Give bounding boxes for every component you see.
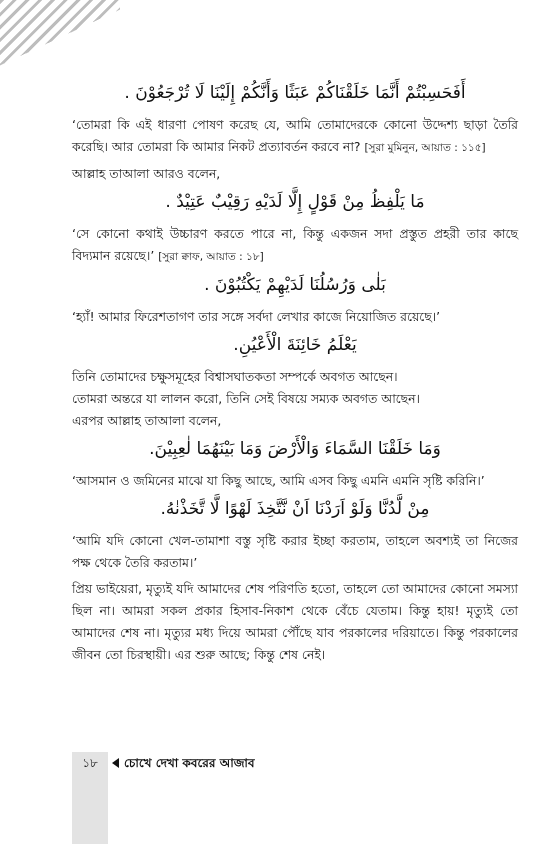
arabic-verse-3: بَلٰى وَرُسُلُنَا لَدَيْهِمْ يَكْتُبُوْنَ . xyxy=(204,275,386,295)
paragraph-translation-1 xyxy=(72,114,518,159)
triangle-left-icon xyxy=(112,758,119,768)
arabic-verse-6: مِنْ لَّدُنَّا وَلَوْ اَرَدْنَا اَنْ نَّتَّخِذَ لَهْوًا لَّا تَّخَذْنٰهُ. xyxy=(160,499,430,519)
reference-qaf: [সুরা ক্বাফ, আয়াত : ১৮] xyxy=(158,251,264,263)
paragraph-line-5b: তোমরা অন্তরে যা লালন করো, তিনি সেই বিষয়ে সম্যক অবগত আছেন। xyxy=(72,391,420,406)
translation-text-1: ‘তোমরা কি এই ধারণা পোষণ করেছ যে, আমি তোমাদেরকে কোনো উদ্দেশ্য ছাড়া তৈরি করেছি। আর তোমরা কি আমার নিকট প্রত্যাবর্তন করবে না? xyxy=(72,117,518,154)
paragraph-line-5a: তিনি তোমাদের চক্ষুসমূহের বিশ্বাসঘাতকতা সম্পর্কে অবগত আছেন। xyxy=(72,369,398,384)
paragraph-translation-5: ‘আসমান ও জমিনের মাঝে যা কিছু আছে, আমি এসব কিছু এমনি এমনি সৃষ্টি করিনি।’ xyxy=(72,473,485,488)
arabic-verse-5: وَمَا خَلَقْنَا السَّمَاءَ وَالْأَرْضَ وَمَا بَيْنَهُمَا لٰعِبِيْنَ. xyxy=(149,439,441,459)
paragraph-translation-6: ‘আমি যদি কোনো খেল-তামাশা বস্তু সৃষ্টি করার ইচ্ছা করতাম, তাহলে অবশ্যই তা নিজের পক্ষ থেকে তৈরি করতাম।’ xyxy=(72,533,518,570)
paragraph-conclusion: প্রিয় ভাইয়েরা, মৃত্যুই যদি আমাদের শেষ পরিণতি হতো, তাহলে তো আমাদের কোনো সমস্যা ছিল না। আমরা সকল প্রকার হিসাব-নিকাশ থেকে বেঁচে যেতাম। কিন্তু হায়! মৃত্যুই তো আমাদের শেষ না। মৃত্যুর মধ্য দিয়ে আমরা পৌঁছে যাব পরকালের দরিয়াতে। কিন্তু পরকালের জীবন তো চিরস্থায়ী। এর শুরু আছে; কিন্তু শেষ নেই। xyxy=(72,581,518,662)
corner-stripe-decoration xyxy=(0,0,120,70)
paragraph-intro-1: আল্লাহ তাআলা আরও বলেন, xyxy=(72,166,221,181)
page-body xyxy=(72,76,518,670)
translation-text-2: ‘সে কোনো কথাই উচ্চারণ করতে পারে না, কিন্তু একজন সদা প্রস্তুত প্রহরী তার কাছে বিদ্যমান রয়েছে।’ xyxy=(72,226,518,263)
arabic-verse-4: يَعْلَمُ خَائِنَةَ الْأَعْيُنِ. xyxy=(233,335,357,355)
paragraph-line-5c: এরপর আল্লাহ তাআলা বলেন, xyxy=(72,413,222,428)
paragraph-translation-2 xyxy=(72,223,518,268)
page-number: ১৮ xyxy=(82,756,98,770)
paragraph-translation-3: ‘হ্যাঁ! আমার ফিরেশতাগণ তার সঙ্গে সর্বদা লেখার কাজে নিয়োজিত রয়েছে।’ xyxy=(72,309,441,324)
arabic-verse-2: مَا يَلْفِظُ مِنْ قَوْلٍ إِلَّا لَدَيْهِ رَقِيْبٌ عَتِيْدٌ . xyxy=(165,192,425,212)
reference-mumimun: [সুরা মুমিনুন, আয়াত : ১১৫] xyxy=(364,142,486,154)
running-footer xyxy=(112,752,255,774)
arabic-verse-1: أَفَحَسِبْتُمْ أَنَّمَا خَلَقْنَاكُمْ عَبَثًا وَأَنَّكُمْ إِلَيْنَا لَا تُرْجَعُوْنَ . xyxy=(124,83,466,103)
book-title: চোখে দেখা কবরের আজাব xyxy=(124,756,255,770)
